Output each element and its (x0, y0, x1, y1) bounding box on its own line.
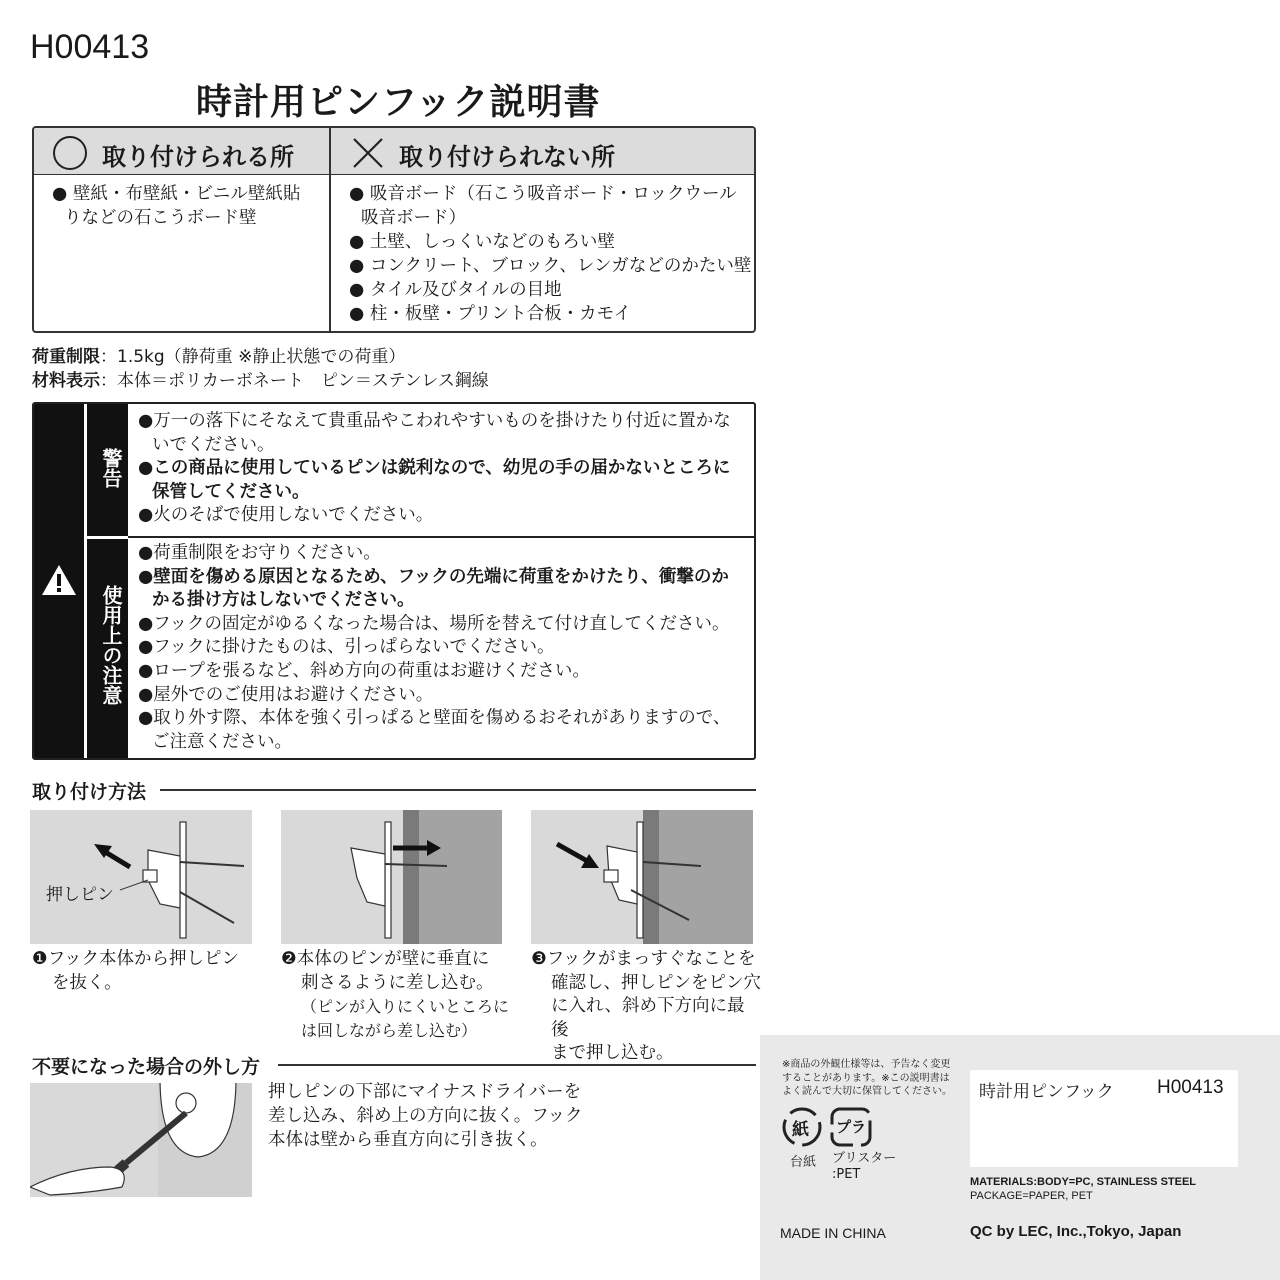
package-info-panel (760, 1035, 1280, 1280)
caution-label: 使用上の注意 (99, 585, 123, 705)
caution-item: ●フックの固定がゆるくなった場合は、場所を替えて付け直してください。 (138, 613, 730, 634)
disallowed-place-item: ● タイル及びタイルの目地 (349, 280, 562, 300)
warning-item: ●万一の落下にそなえて貴重品やこわれやすいものを掛けたり付近に置かないでください。 (138, 411, 731, 455)
warning-triangle-icon (41, 564, 77, 596)
disallowed-places-header (331, 128, 754, 175)
page-title: 時計用ピンフック説明書 (196, 82, 601, 123)
cross-ng-icon (351, 136, 385, 170)
caution-item: ●フックに掛けたものは、引っぱらないでください。 (138, 637, 555, 658)
step1-drawing (30, 810, 252, 944)
circle-ok-icon (52, 135, 88, 171)
disallowed-place-item: ● 土壁、しっくいなどのもろい壁 (349, 232, 615, 252)
caution-label-box (84, 536, 128, 758)
paper-recycle-icon: 紙 (780, 1105, 824, 1149)
paper-label: 台紙 (790, 1155, 817, 1170)
material-line: 材料表示：本体＝ポリカーボネート ピン＝ステンレス鋼線 (32, 371, 489, 391)
warning-item: ●この商品に使用しているピンは鋭利なので、幼児の手の届かないところに保管してください。 (138, 458, 731, 502)
removal-divider (278, 1064, 756, 1066)
origin-text: MADE IN CHINA (780, 1225, 886, 1241)
install-heading: 取り付け方法 (32, 781, 147, 803)
step2-text: ❷本体のピンが壁に垂直に 刺さるように差し込む。 （ピンが入りにくいところに は回しながら差し込む） (281, 949, 510, 1040)
caution-list (128, 536, 754, 758)
allowed-places-heading: 取り付けられる所 (102, 143, 294, 171)
warning-strip (34, 404, 84, 758)
warning-label-box (84, 404, 128, 536)
product-code: H00413 (30, 28, 150, 66)
safety-block (32, 402, 756, 760)
allowed-place-item: ● 壁紙・布壁紙・ビニル壁紙貼りなどの石こうボード壁 (52, 184, 301, 228)
warning-item: ●火のそばで使用しないでください。 (138, 505, 434, 526)
disallowed-places-heading: 取り付けられない所 (399, 143, 615, 171)
removal-illustration (30, 1083, 252, 1197)
footer-product-code: H00413 (1157, 1077, 1224, 1098)
removal-heading: 不要になった場合の外し方 (32, 1056, 261, 1078)
plastic-recycle-icon: プラ (828, 1105, 874, 1149)
disallowed-places-column (331, 128, 754, 331)
caution-item: ●屋外でのご使用はお避けください。 (138, 684, 434, 705)
caution-item: ●荷重制限をお守りください。 (138, 543, 381, 563)
product-label-box (970, 1070, 1238, 1167)
step2-drawing (281, 810, 502, 944)
step3-text: ❸フックがまっすぐなことを 確認し、押しピンをピン穴 に入れ、斜め下方向に最後 まで押し込む。 (531, 949, 761, 1064)
removal-text: 押しピンの下部にマイナスドライバーを 差し込み、斜め上の方向に抜く。フック 本体は壁から垂直方向に引き抜く。 (268, 1082, 583, 1150)
step1-illustration (30, 810, 252, 944)
disallowed-place-item: ● コンクリート、ブロック、レンガなどのかたい壁 (349, 256, 752, 276)
load-limit-line: 荷重制限：1.5kg（静荷重 ※静止状態での荷重） (32, 347, 406, 367)
removal-drawing (30, 1083, 252, 1197)
specifications (32, 345, 489, 393)
install-divider (160, 789, 756, 791)
caution-item: ●ロープを張るなど、斜め方向の荷重はお避けください。 (138, 660, 590, 681)
materials-text: MATERIALS:BODY=PC, STAINLESS STEEL PACKAGE=PAPER, PET (970, 1176, 1197, 1202)
disallowed-place-item: ● 柱・板壁・プリント合板・カモイ (349, 304, 632, 324)
allowed-places-column (34, 128, 331, 331)
push-pin-label: 押しピン (46, 885, 114, 905)
allowed-places-header (34, 128, 329, 175)
step3-drawing (531, 810, 753, 944)
disallowed-place-item: ● 吸音ボード（石こう吸音ボード・ロックウール吸音ボード） (349, 184, 737, 228)
step3-illustration (531, 810, 753, 944)
warning-label: 警告 (99, 448, 123, 488)
caution-item: ●壁面を傷める原因となるため、フックの先端に荷重をかけたり、衝撃のかかる掛け方はしないでください。 (138, 566, 729, 611)
step1-text: ❶フック本体から押しピン を抜く。 (32, 949, 239, 993)
caution-item: ●取り外す際、本体を強く引っぱると壁面を傷めるおそれがありますので、ご注意ください。 (138, 708, 731, 752)
footer-notice: ※商品の外観仕様等は、予告なく変更 することがあります。※この説明書は よく読んで大切に保管してください。 (782, 1059, 952, 1097)
plastic-label: ブリスター :PET (832, 1151, 897, 1182)
qc-text: QC by LEC, Inc.,Tokyo, Japan (970, 1223, 1182, 1240)
footer-product-name: 時計用ピンフック (979, 1082, 1114, 1102)
warning-list (138, 410, 746, 536)
step2-illustration (281, 810, 502, 944)
mounting-places-table (32, 126, 756, 333)
